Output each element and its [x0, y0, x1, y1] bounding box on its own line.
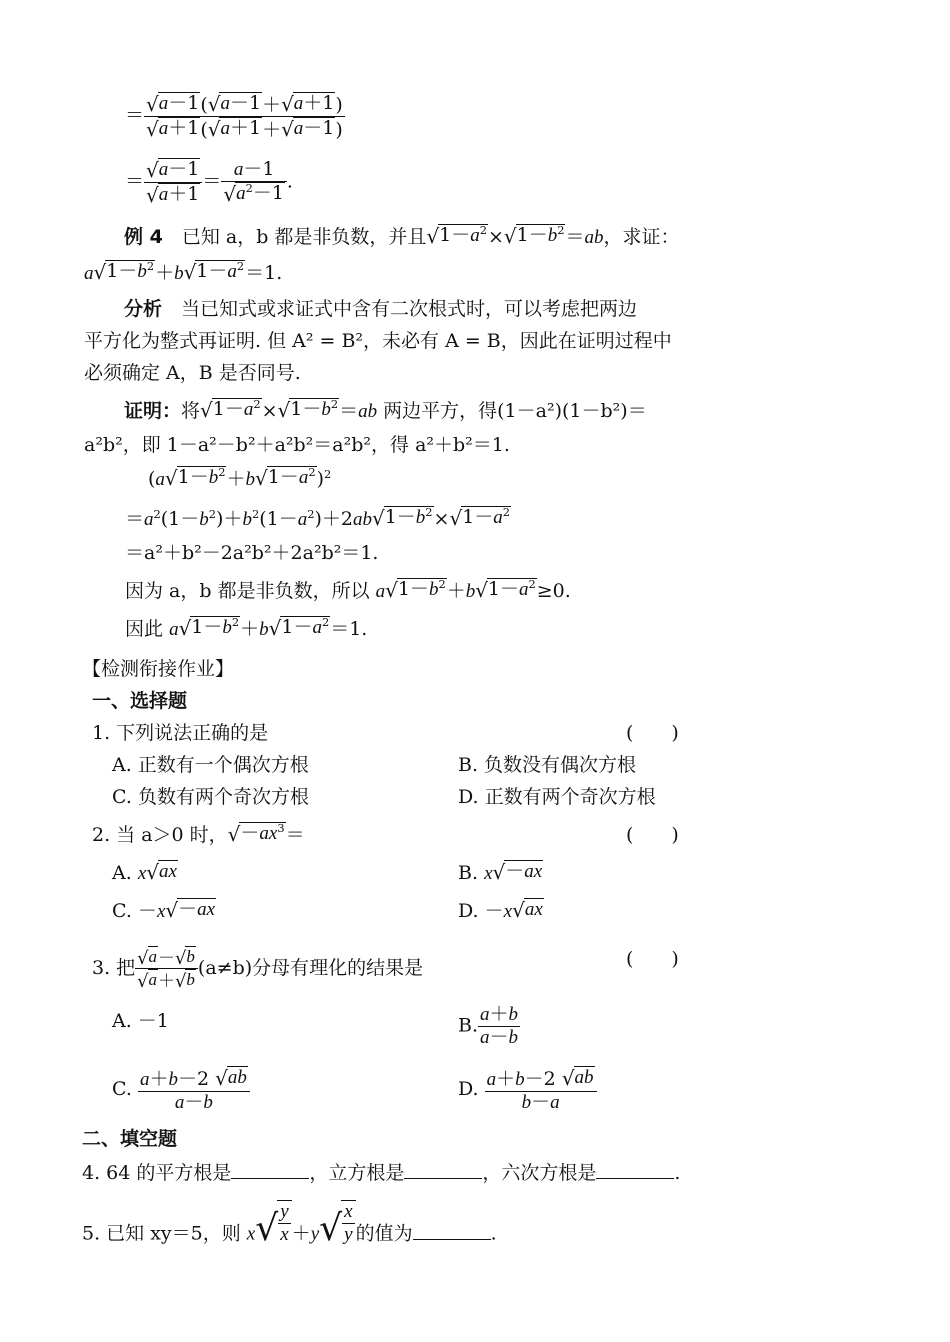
q4-blank-3[interactable] — [596, 1177, 674, 1179]
q3-option-d-label: D. — [458, 1077, 479, 1100]
q2-option-d[interactable]: D. －x √ ax — [458, 898, 543, 922]
q2-option-a-label: A. — [112, 862, 132, 884]
section-homework: 【检测衔接作业】 — [82, 658, 235, 680]
q2-option-b-label: B. — [458, 862, 479, 884]
example4-text-b: ，求证： — [603, 226, 680, 248]
proof-6: 因为 a，b 都是非负数，所以 a √ $1-b^2$ ＋b √ $1-a^2$ ≥0. — [125, 577, 571, 602]
because-end: ≥0. — [536, 580, 571, 602]
q1-option-b[interactable]: B. 负数没有偶次方根 — [458, 754, 637, 776]
analysis-1 — [124, 296, 637, 322]
proof-2: a²b²，即 1－a²－b²＋a²b²＝a²b²，得 a²＋b²＝1. — [84, 434, 510, 456]
therefore-end: ＝1. — [330, 618, 368, 640]
example4-text: 已知 a，b 都是非负数，并且 — [181, 226, 427, 248]
q1-option-a[interactable]: A. 正数有一个偶次方根 — [112, 754, 309, 776]
q2-paren: ( ) — [626, 824, 679, 846]
q2-stem: 2. 当 a＞0 时， √ $-ax^3$ ＝ — [92, 821, 305, 846]
section-choice: 一、选择题 — [92, 690, 188, 712]
q5-text-b: 的值为 — [355, 1222, 413, 1245]
q4-text-d: . — [674, 1162, 681, 1184]
q3-paren: ( ) — [626, 948, 679, 970]
proof-7: 因此 a √ $1-b^2$ ＋b √ $1-a^2$ ＝1. — [125, 615, 368, 640]
example4-statement: 例 4 已知 a，b 都是非负数，并且 √ $1-a^2$ × √ $1-b^2$ ＝ab，求证： — [124, 223, 680, 248]
analysis-text-1: 当已知式或求证式中含有二次根式时，可以考虑把两边 — [181, 298, 638, 320]
q3-option-a[interactable]: A. －1 — [112, 1010, 169, 1032]
q4-text-c: ，六次方根是 — [482, 1162, 597, 1184]
q2-option-d-label: D. — [458, 900, 479, 922]
q2-stem-b: ＝ — [285, 824, 305, 846]
q4-blank-1[interactable] — [231, 1177, 309, 1179]
example4-statement-2: a √ $1-b^2$ ＋b √ $1-a^2$ ＝1. — [84, 259, 283, 284]
q1-paren: ( ) — [626, 722, 679, 744]
section-fill: 二、填空题 — [82, 1128, 178, 1150]
proof-1: 证明：将 √ $1-a^2$ × √ $1-b^2$ ＝ab 两边平方，得(1－a²)(1－b²)＝ — [124, 397, 647, 422]
proof-label: 证明： — [124, 400, 182, 422]
proof-4: $=a^2(1-b^2)+b^2(1-a^2)+2ab$ √ $1-b^2$ × √ $1-a^2$ — [125, 505, 511, 530]
q3-stem-a: 3. 把 — [92, 956, 136, 979]
q1-option-d[interactable]: D. 正数有两个奇次方根 — [458, 786, 656, 808]
q3-option-b[interactable]: B. $\frac{a+b}{a-b}$ — [458, 1003, 519, 1048]
q3-option-b-label: B. — [458, 1014, 479, 1037]
analysis-2: 平方化为整式再证明. 但 A² = B²，未必有 A = B，因此在证明过程中 — [84, 330, 672, 352]
derivation-line-1: ＝ √ a－1 ( √ a－1 ＋ √ a＋1 ) √ a＋1 ( √ a＋1 ＋ √ a－1 ) — [125, 91, 343, 141]
q5-text-a: 5. 已知 xy＝5，则 — [82, 1222, 241, 1245]
q2-option-c[interactable]: C. －x √ －ax — [112, 898, 216, 922]
q4-text-a: 4. 64 的平方根是 — [82, 1162, 232, 1184]
q3-option-c-label: C. — [112, 1077, 132, 1100]
q5-blank[interactable] — [413, 1238, 491, 1240]
proof-text-1b: 两边平方，得(1－a²)(1－b²)＝ — [383, 400, 647, 422]
q3-stem-b: (a≠b)分母有理化的结果是 — [197, 956, 424, 979]
q3-option-d[interactable]: D. a＋b－2 √ ab b－a — [458, 1066, 597, 1114]
q3-option-c[interactable]: C. a＋b－2 √ ab a－b — [112, 1066, 250, 1114]
q4 — [82, 1160, 680, 1186]
q2-option-c-label: C. — [112, 900, 132, 922]
q1-stem: 1. 下列说法正确的是 — [92, 722, 269, 744]
q5: 5. 已知 xy＝5，则 x √ $\frac{y}{x}$ ＋y √ $\frac{x}{y}$ 的值为 . — [82, 1201, 497, 1249]
q2-option-b[interactable]: B. x √ －ax — [458, 860, 543, 884]
because-text: 因为 a，b 都是非负数，所以 — [125, 580, 370, 602]
q2-option-a[interactable]: A. x √ ax — [112, 860, 177, 884]
q5-text-c: . — [490, 1222, 497, 1245]
q4-text-b: ，立方根是 — [309, 1162, 405, 1184]
q1-option-c[interactable]: C. 负数有两个奇次方根 — [112, 786, 309, 808]
proof-5: ＝a²＋b²－2a²b²＋2a²b²＝1. — [125, 542, 379, 564]
q4-blank-2[interactable] — [404, 1177, 482, 1179]
q3-stem: 3. 把 √ a － √ b √ a ＋ √ b (a≠b)分母有理化的结果是 — [92, 947, 424, 993]
proof-3: (a √ $1-b^2$ ＋b √ $1-a^2$ )$^2$ — [148, 465, 332, 490]
analysis-3: 必须确定 A，B 是否同号. — [84, 362, 301, 384]
proof-text-1a: 将 — [181, 400, 201, 422]
example4-label: 例 4 — [124, 226, 163, 248]
q2-stem-a: 2. 当 a＞0 时， — [92, 824, 228, 846]
derivation-line-2: ＝ √ a－1 √ a＋1 ＝ a－1 √ $a^2-1$ . — [125, 157, 293, 207]
analysis-label: 分析 — [124, 298, 163, 320]
therefore-text: 因此 — [125, 618, 164, 640]
